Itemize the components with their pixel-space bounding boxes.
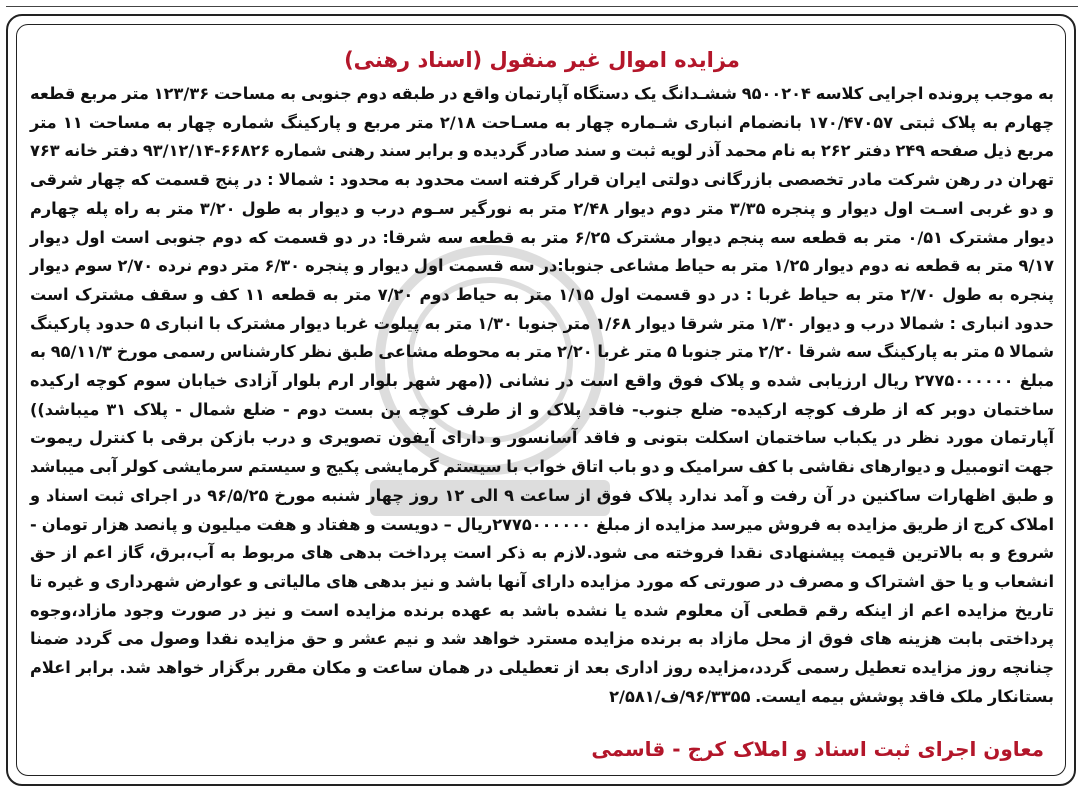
- notice-body: به موجب پرونده اجرایی کلاسه ۹۵۰۰۲۰۴ ششـدانگ یک دستگاه آپارتمان واقع در طبقه دوم جنوبی به مساحت ۱۲۳/۳۶ متر مربع قطعه چهارم به پلاک ثبتی ۱۷۰/۴۷۰۵۷ بانضمام انباری شـماره چهار به مسـاحت ۲/۱۸ متر مربع و پارکینگ شماره چهار به مساحت ۱۱ متر مربع ذیل صفحه ۲۴۹ دفتر ۲۶۲ به نام محمد آذر لویه ثبت و سند صادر گردیده و برابر سند رهنی شماره ۶۶۸۲۶-۹۳/۱۲/۱۴ دفتر خانه ۷۶۳ تهران در رهن شرکت مادر تخصصی بازرگانی دولتی ایران قرار گرفته است محدود به محدود : شمالا : در پنج قسمت که چهار شرقی و دو غربی اسـت اول دیوار و پنجره ۳/۳۵ متر دوم دیوار ۲/۴۸ متر به نورگیر سـوم درب و دیوار به طول ۳/۲۰ متر به راه پله چهارم دیوار مشترک ۰/۵۱ متر به قطعه سه پنجم دیوار مشترک ۶/۲۵ متر به قطعه سه شرقا: در دو قسمت که دوم جنوبی است اول دیوار ۹/۱۷ متر به قطعه نه دوم دیوار ۱/۲۵ متر به حیاط مشاعی جنوبا:در سه قسمت اول دیوار و پنجره ۶/۳۰ متر دوم نرده ۲/۷۰ سوم دیوار پنجره به طول ۲/۷۰ متر به حیاط غربا : در دو قسمت اول ۱/۱۵ متر به حیاط دوم ۷/۲۰ متر به قطعه ۱۱ کف و سقف مشترک است حدود انباری : شمالا درب و دیوار ۱/۳۰ متر شرقا دیوار ۱/۶۸ متر جنوبا ۱/۳۰ متر به پیلوت غربا دیوار مشترک با انباری ۵ حدود پارکینگ شمالا ۵ متر به پارکینگ سه شرقا ۲/۲۰ متر جنوبا ۵ متر غربا ۲/۲۰ متر به محوطه مشاعی طبق نظر کارشناس رسمی مورخ ۹۵/۱۱/۳ به مبلغ ۲۷۷۵۰۰۰۰۰۰ ریال ارزیابی شده و پلاک فوق واقع است در نشانی ((مهر شهر بلوار ارم بلوار آزادی خیابان سوم کوچه ارکیده ساختمان دوبر که از طرف کوچه ارکیده- ضلع جنوب- فاقد پلاک و از طرف کوچه بن بست دوم - ضلع شمال - پلاک ۳۱ میباشد)) آپارتمان مورد نظر در یکباب ساختمان اسکلت بتونی و فاقد آسانسور و دارای آیفون تصویری و درب بازکن برقی با کنترل ریموت جهت اتومبیل و دیوارهای نقاشی با کف سرامیک و دو باب اتاق خواب با سیستم گرمایشی پکیج و سیستم سرمایشی کولر آبی میباشد و طبق اظهارات ساکنین در آن رفت و آمد ندارد پلاک فوق از ساعت ۹ الی ۱۲ روز چهار شنبه مورخ ۹۶/۵/۲۵ در اجرای ثبت اسناد و املاک کرج از طریق مزایده به فروش میرسد مزایده از مبلغ ۲۷۷۵۰۰۰۰۰۰ریال – دویست و هفتاد و هفت میلیون و پانصد هزار تومان - شروع و به بالاترین قیمت پیشنهادی نقدا فروخته می شود.لازم به ذکر است پرداخت بدهی های مربوط به آب،برق، گاز اعم از حق انشعاب و یا حق اشتراک و مصرف در صورتی که مورد مزایده دارای آنها باشد و نیز بدهی های مالیاتی و عوارض شهرداری و غیره تا تاریخ مزایده اعم از اینکه رقم قطعی آن معلوم شده یا نشده باشد به عهده برنده مزایده است و نیز در صورت وجود مازاد،وجوه پرداختی بابت هزینه های فوق از محل مازاد به برنده مزایده مسترد خواهد شد و نیم عشر و حق مزایده نقدا وصول می گردد ضمنا چنانچه روز مزایده تعطیل رسمی گردد،مزایده روز اداری بعد از تعطیلی در همان ساعت و مکان مقرر برگزار خواهد شد. برابر اعلام بستانکار ملک فاقد پوشش بیمه ایست. ۹۶/۳۳۵۵/ف/۲/۵۸۱: [30, 84, 1055, 706]
- notice-title: مزایده اموال غیر منقول (اسناد رهنی): [344, 48, 740, 72]
- top-divider: [6, 0, 1078, 7]
- notice-signature: معاون اجرای ثبت اسناد و املاک کرج - قاسمی: [591, 737, 1044, 761]
- notice-content: [30, 44, 1054, 711]
